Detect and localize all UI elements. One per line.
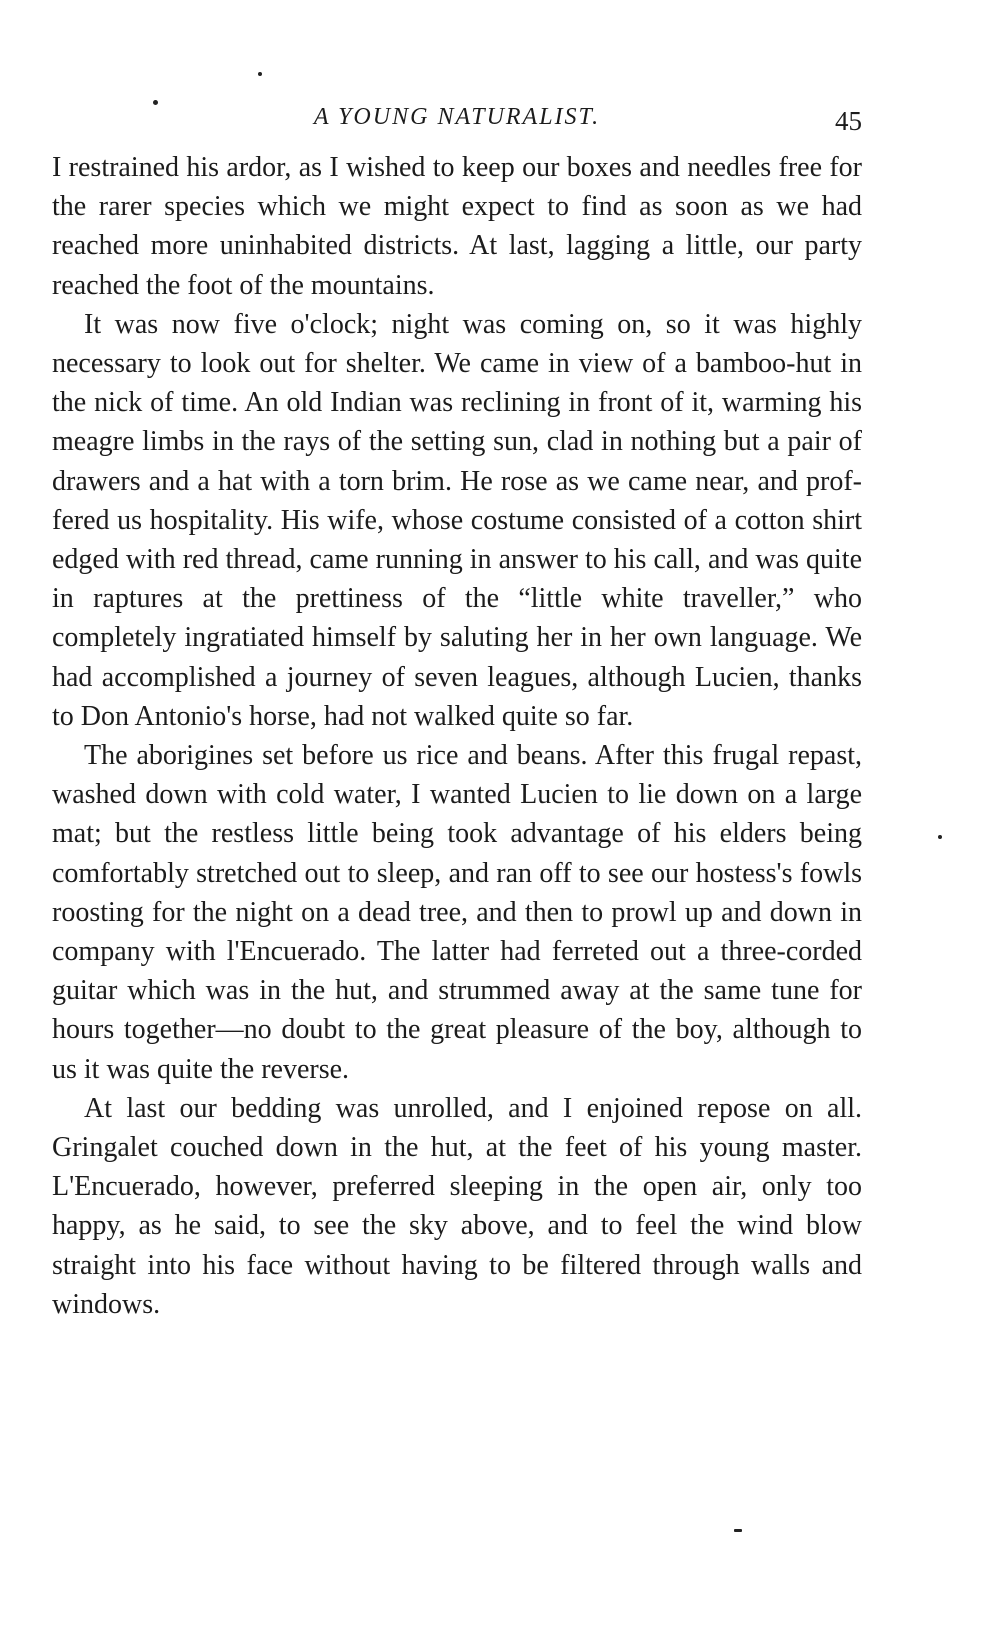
ink-speck (258, 72, 262, 76)
paragraph-3: The aborigines set before us rice and beans. After this frugal repast, washed down with cold water, I wanted Lucien to lie down on a large mat; but the restless little being took advantage of his elders being comfortably stretched out to sleep, and ran off to see our hostess's fowls roosting for the night on a dead tree, and then to prowl up and down in company with l'Encuerado. The latter had ferreted out a three-corded guitar which was in the hut, and strummed away at the same tune for hours together—no doubt to the great pleasure of the boy, although to us it was quite the reverse. (52, 740, 862, 1085)
paragraph-1: I restrained his ardor, as I wished to keep our boxes and needles free for the rarer species which we might expect to find as soon as we had reached more uninhabited districts. At last, lagging a little, our party reached the foot of the mountains. (52, 152, 862, 301)
ink-speck (938, 835, 942, 839)
page-number: 45 (835, 106, 862, 136)
body-text (52, 148, 862, 1324)
running-head: A YOUNG NATURALIST. (313, 104, 601, 130)
paragraph-2: It was now five o'clock; night was coming on, so it was highly necessary to look out for shelter. We came in view of a bamboo-hut in the nick of time. An old Indian was reclining in front of it, warming his meagre limbs in the rays of the setting sun, clad in nothing but a pair of drawers and a hat with a torn brim. He rose as we came near, and proffered us hospitality. His wife, whose costume consisted of a cotton shirt edged with red thread, came running in answer to his call, and was quite in raptures at the prettiness of the “little white traveller,” who completely ingratiated himself by saluting her in her own language. We had accomplished a journey of seven leagues, although Lucien, thanks to Don Antonio's horse, had not walked quite so far. (52, 308, 862, 732)
ink-speck (734, 1529, 742, 1532)
paragraph-4: At last our bedding was unrolled, and I enjoined repose on all. Gringalet couched down in the hut, at the feet of his young master. L'Encuerado, however, preferred sleeping in the open air, only too happy, as he said, to see the sky above, and to feel the wind blow straight into his face without having to be filtered through walls and windows. (52, 1092, 862, 1320)
page-header (52, 100, 862, 140)
